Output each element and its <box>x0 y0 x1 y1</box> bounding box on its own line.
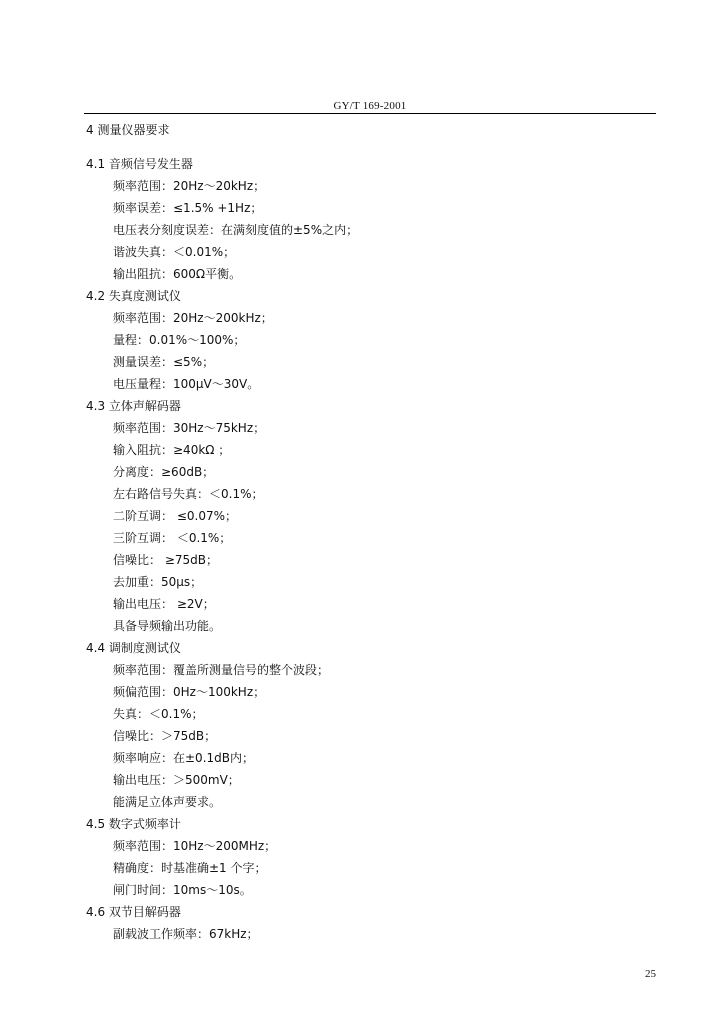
spec-item: 频率范围：20Hz～20kHz； <box>113 179 266 193</box>
section-4-1 <box>86 153 656 285</box>
spec-item: 电压表分刻度误差：在满刻度值的±5%之内； <box>113 223 359 237</box>
page-number: 25 <box>645 968 656 980</box>
spec-item: 具备导频输出功能。 <box>113 619 222 633</box>
header-divider <box>84 113 656 114</box>
spec-item: 频偏范围：0Hz～100kHz； <box>113 685 266 699</box>
spec-item: 频率误差：≤1.5% +1Hz； <box>113 201 263 215</box>
section-title: 4.6 双节目解码器 <box>86 905 181 919</box>
spec-item: 输出电压： ≥2V； <box>113 597 215 611</box>
spec-item: 二阶互调： ≤0.07%； <box>113 509 237 523</box>
chapter-title: 4 测量仪器要求 <box>86 123 170 137</box>
spec-item: 频率范围：20Hz～200kHz； <box>113 311 273 325</box>
spec-item: 谐波失真：＜0.01%； <box>113 245 236 259</box>
section-4-4 <box>86 637 656 813</box>
spec-item: 量程：0.01%～100%； <box>113 333 246 347</box>
document-body <box>86 120 656 945</box>
section-title: 4.2 失真度测试仪 <box>86 289 181 303</box>
section-4-5 <box>86 813 656 901</box>
spec-item: 闸门时间：10ms～10s。 <box>113 883 252 897</box>
spec-item: 频率范围：10Hz～200MHz； <box>113 839 277 853</box>
section-title: 4.1 音频信号发生器 <box>86 157 193 171</box>
spec-item: 电压量程：100μV～30V。 <box>113 377 260 391</box>
section-4-2 <box>86 285 656 395</box>
spec-item: 频率范围：30Hz～75kHz； <box>113 421 266 435</box>
page-header-standard-number: GY/T 169-2001 <box>333 100 407 112</box>
section-title: 4.4 调制度测试仪 <box>86 641 181 655</box>
spec-item: 去加重：50μs； <box>113 575 203 589</box>
spec-item: 分离度：≥60dB； <box>113 465 215 479</box>
spec-item: 能满足立体声要求。 <box>113 795 222 809</box>
section-4-3 <box>86 395 656 637</box>
spec-item: 失真：＜0.1%； <box>113 707 204 721</box>
spec-item: 输出电压：＞500mV； <box>113 773 240 787</box>
spec-item: 频率响应：在±0.1dB内； <box>113 751 254 765</box>
section-title: 4.5 数字式频率计 <box>86 817 181 831</box>
spec-item: 输出阻抗：600Ω平衡。 <box>113 267 242 281</box>
spec-item: 频率范围：覆盖所测量信号的整个波段； <box>113 663 330 677</box>
spec-item: 精确度：时基准确±1 个字； <box>113 861 267 875</box>
spec-item: 输入阻抗：≥40kΩ ； <box>113 443 231 457</box>
spec-item: 测量误差：≤5%； <box>113 355 215 369</box>
spec-item: 信噪比： ≥75dB； <box>113 553 218 567</box>
spec-item: 信噪比：＞75dB； <box>113 729 217 743</box>
section-4-6 <box>86 901 656 945</box>
section-title: 4.3 立体声解码器 <box>86 399 181 413</box>
spec-item: 三阶互调： ＜0.1%； <box>113 531 232 545</box>
spec-item: 左右路信号失真：＜0.1%； <box>113 487 264 501</box>
spec-item: 副载波工作频率：67kHz； <box>113 927 259 941</box>
